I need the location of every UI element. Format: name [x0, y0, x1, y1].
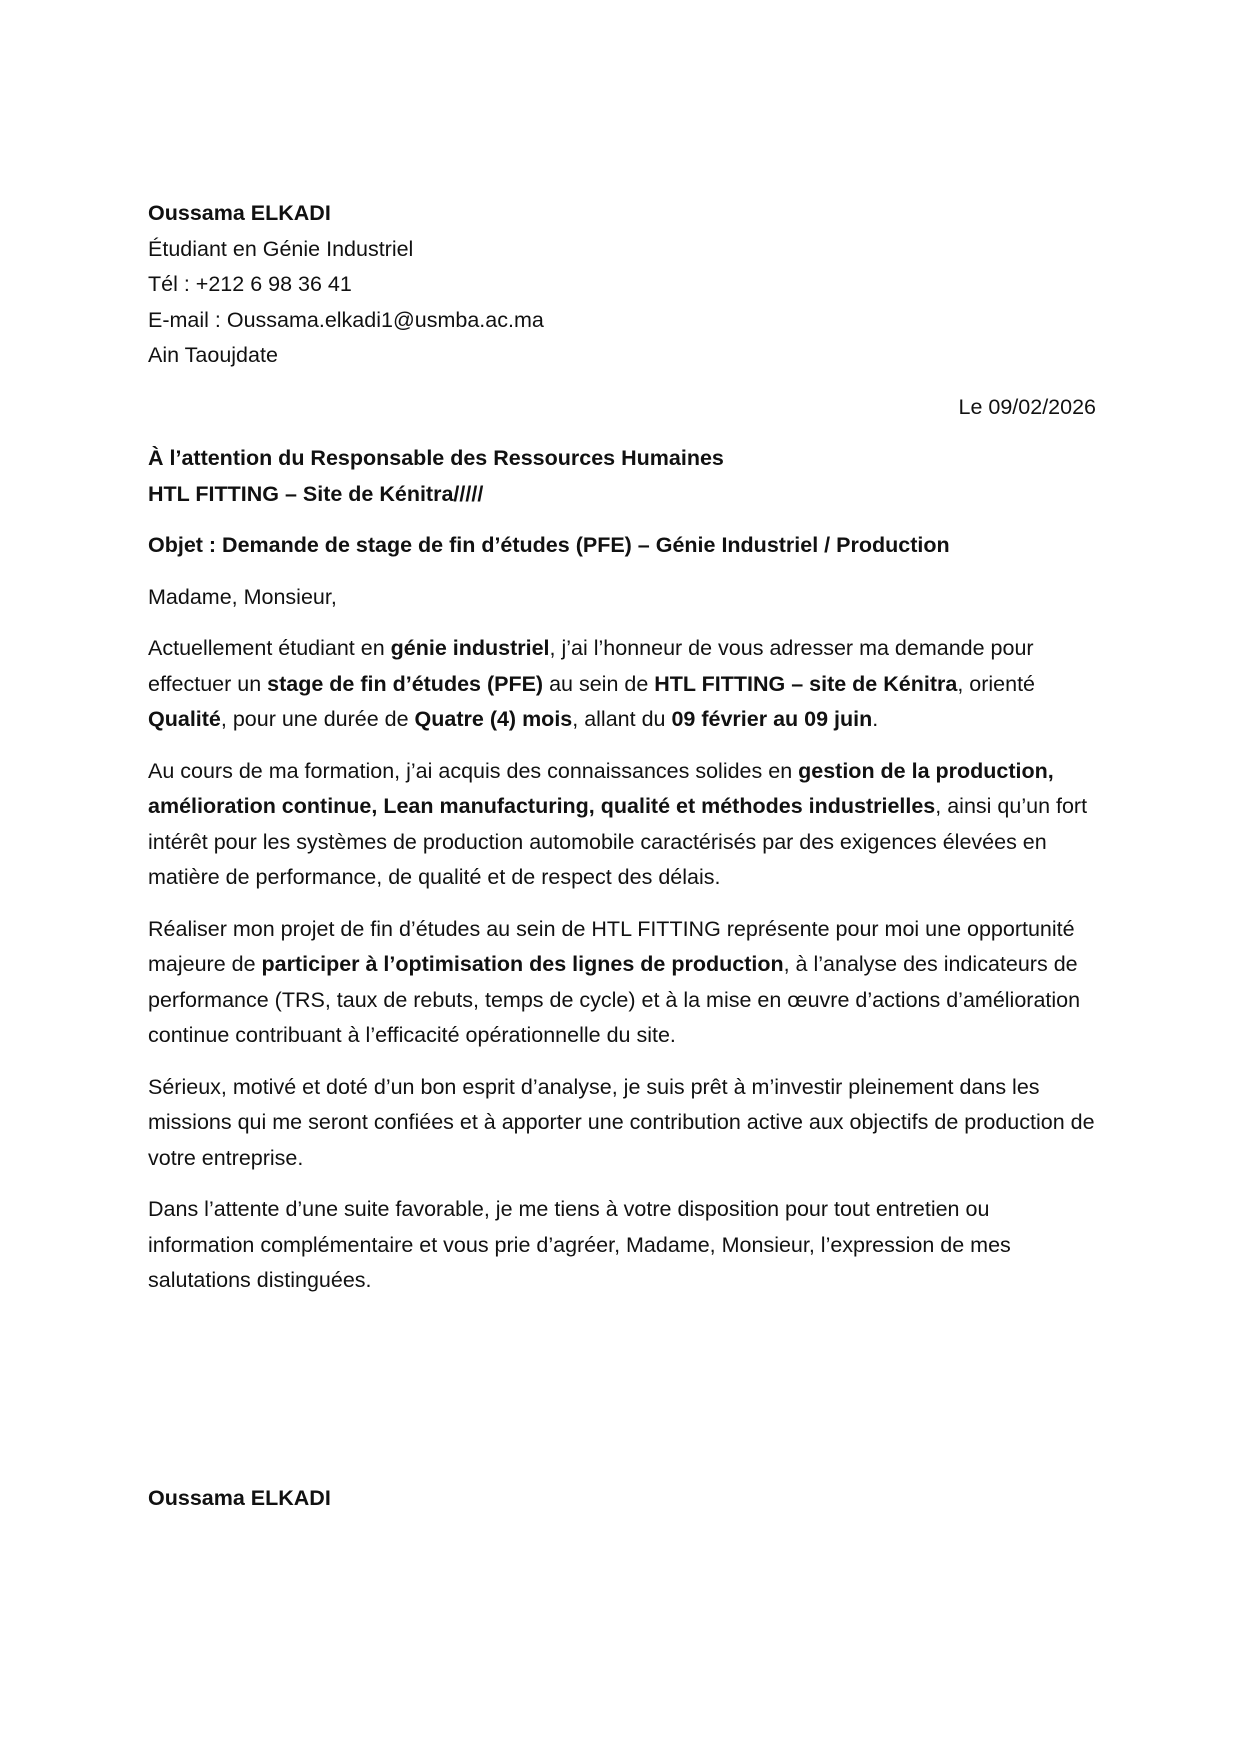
sender-name: Oussama ELKADI — [148, 201, 331, 225]
recipient-line-1: À l’attention du Responsable des Ressources Humaines — [148, 446, 724, 470]
p1-text-2: , j’ai l’honneur de vous adresser ma demande pour effectuer un — [148, 636, 1034, 696]
signature-name: Oussama ELKADI — [148, 1486, 331, 1510]
sender-phone: Tél : +212 6 98 36 41 — [148, 272, 352, 296]
paragraph-3 — [148, 912, 1096, 1054]
p1-bold-5: Quatre (4) mois — [414, 707, 573, 731]
paragraph-2 — [148, 754, 1096, 896]
p1-bold-4: Qualité — [148, 707, 221, 731]
sender-email: E-mail : Oussama.elkadi1@usmba.ac.ma — [148, 307, 544, 332]
p1-text-4: , orienté — [957, 671, 1035, 696]
paragraph-4: Sérieux, motivé et doté d’un bon esprit d’analyse, je suis prêt à m’investir pleinement dans les missions qui me seront confiées et à apporter une contribution active aux objectifs de production de votre entreprise. — [148, 1074, 1095, 1170]
p2-bold-1: gestion de la production, amélioration continue, Lean manufacturing, qualité et méthodes industrielles — [148, 758, 1054, 818]
p3-bold-1: participer à l’optimisation des lignes de production — [261, 952, 784, 976]
letter-date: Le 09/02/2026 — [958, 394, 1096, 419]
p3-text-2: , à l’analyse des indicateurs de performance (TRS, taux de rebuts, temps de cycle) et à la mise en œuvre d’actions d’amélioration continue contribuant à l’efficacité opérationnelle du site. — [148, 952, 1081, 1047]
p1-text-7: . — [872, 707, 879, 731]
paragraph-5: Dans l’attente d’une suite favorable, je me tiens à votre disposition pour tout entretien ou information complémentaire et vous prie d’agréer, Madame, Monsieur, l’expression de mes salutations distinguées. — [148, 1197, 1011, 1292]
sender-city: Ain Taoujdate — [148, 343, 278, 367]
p3-text-1: Réaliser mon projet de fin d’études au sein de HTL FITTING représente pour moi une opportunité majeure de — [148, 916, 1075, 976]
p2-text-2: , ainsi qu’un fort intérêt pour les systèmes de production automobile caractérisés par des exigences élevées en matière de performance, de qualité et de respect des délais. — [148, 794, 1088, 889]
letter-salutation: Madame, Monsieur, — [148, 584, 337, 609]
letter-subject: Objet : Demande de stage de fin d’études (PFE) – Génie Industriel / Production — [148, 533, 950, 557]
p1-text-3: au sein de — [543, 671, 655, 696]
letter-body — [148, 196, 1096, 1299]
p1-bold-1: génie industriel — [390, 636, 550, 660]
recipient-block — [148, 441, 1096, 512]
recipient-line-2: HTL FITTING – Site de Kénitra///// — [148, 481, 484, 506]
paragraph-1 — [148, 631, 1096, 738]
p1-text-5: , pour une durée de — [220, 707, 415, 731]
p1-text-6: , allant du — [572, 707, 672, 731]
p1-bold-6: 09 février au 09 juin — [671, 707, 873, 731]
p1-bold-3: HTL FITTING – site de Kénitra — [654, 671, 958, 696]
sender-block — [148, 196, 1096, 374]
p2-text-1: Au cours de ma formation, j’ai acquis des connaissances solides en — [148, 758, 799, 783]
sender-title: Étudiant en Génie Industriel — [148, 236, 414, 261]
p1-bold-2: stage de fin d’études (PFE) — [267, 671, 544, 696]
p1-text-1: Actuellement étudiant en — [148, 636, 391, 660]
